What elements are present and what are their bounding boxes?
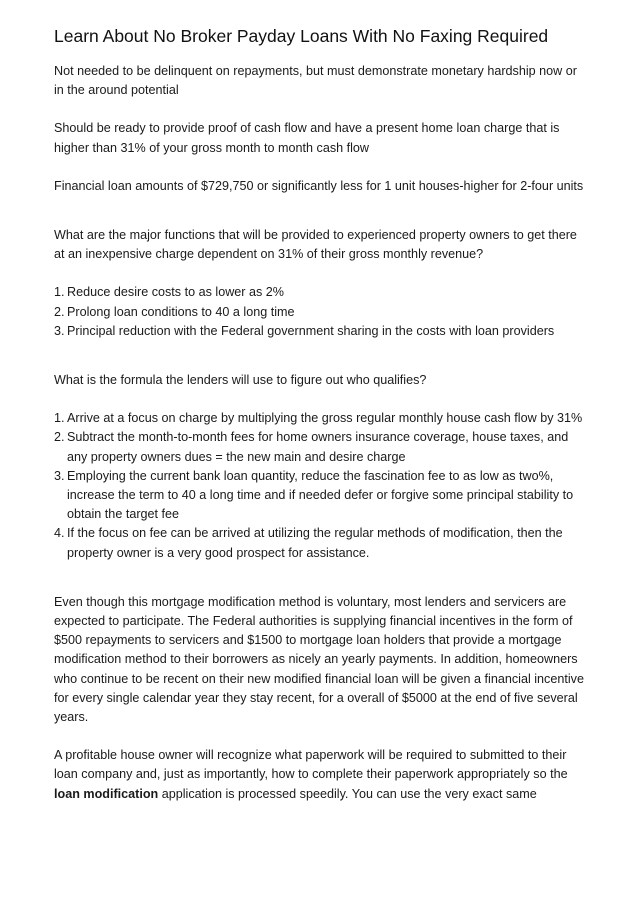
final-paragraph-text-end: application is processed speedily. You can use the very exact same (161, 786, 537, 801)
body-paragraph: Even though this mortgage modification method is voluntary, most lenders and servicers are expected to participate. The Federal authorities is supplying financial incentives in the form of $500 repayments to servicers and $1500 to mortgage loan holders that provide a mortgage modification method to their borrowers as nicely an yearly payments. In addition, homeowners who continue to be recent on their new modified financial loan will be given a financial incentive for every single calendar year they stay recent, for a overall of $5000 at the end of five several years. (54, 594, 584, 725)
list-item: 3. Principal reduction with the Federal government sharing in the costs with loan providers (54, 323, 555, 338)
page-title: Learn About No Broker Payday Loans With No Faxing Required (54, 26, 549, 46)
loan-modification-keyword: loan modification (54, 786, 159, 801)
intro-paragraph-2: Should be ready to provide proof of cash flow and have a present home loan charge that is higher than 31% of your gross month to month cash flow (54, 121, 560, 155)
list-item: 1. Reduce desire costs to as lower as 2% (54, 285, 284, 300)
final-paragraph-text: A profitable house owner will recognize what paperwork will be required to submitted to their loan company and, just as importantly, how to complete their paperwork appropriately so the (54, 748, 568, 782)
benefits-list (54, 283, 588, 341)
question-heading-1: What are the major functions that will be provided to experienced property owners to get there at an inexpensive charge dependent on 31% of their gross monthly revenue? (54, 228, 577, 262)
list-item: 4. If the focus on fee can be arrived at utilizing the regular methods of modification, then the property owner is a very good prospect for assistance. (54, 526, 563, 560)
list-item: 2. Prolong loan conditions to 40 a long time (54, 304, 295, 319)
intro-paragraph-3: Financial loan amounts of $729,750 or significantly less for 1 unit houses-higher for 2-four units (54, 178, 584, 193)
list-item: 1. Arrive at a focus on charge by multiplying the gross regular monthly house cash flow by 31% (54, 411, 583, 426)
final-paragraph (54, 746, 588, 804)
list-item: 3. Employing the current bank loan quantity, reduce the fascination fee to as low as two%, increase the term to 40 a long time and if needed defer or forgive some principal stability to obtain the target fee (54, 468, 574, 522)
formula-list (54, 409, 588, 563)
intro-paragraph-1: Not needed to be delinquent on repayments, but must demonstrate monetary hardship now or in the around potential (54, 64, 577, 98)
list-item: 2. Subtract the month-to-month fees for home owners insurance coverage, house taxes, and any property owners dues = the new main and desire charge (54, 430, 569, 464)
question-heading-2: What is the formula the lenders will use to figure out who qualifies? (54, 373, 427, 388)
document-page (54, 26, 588, 804)
